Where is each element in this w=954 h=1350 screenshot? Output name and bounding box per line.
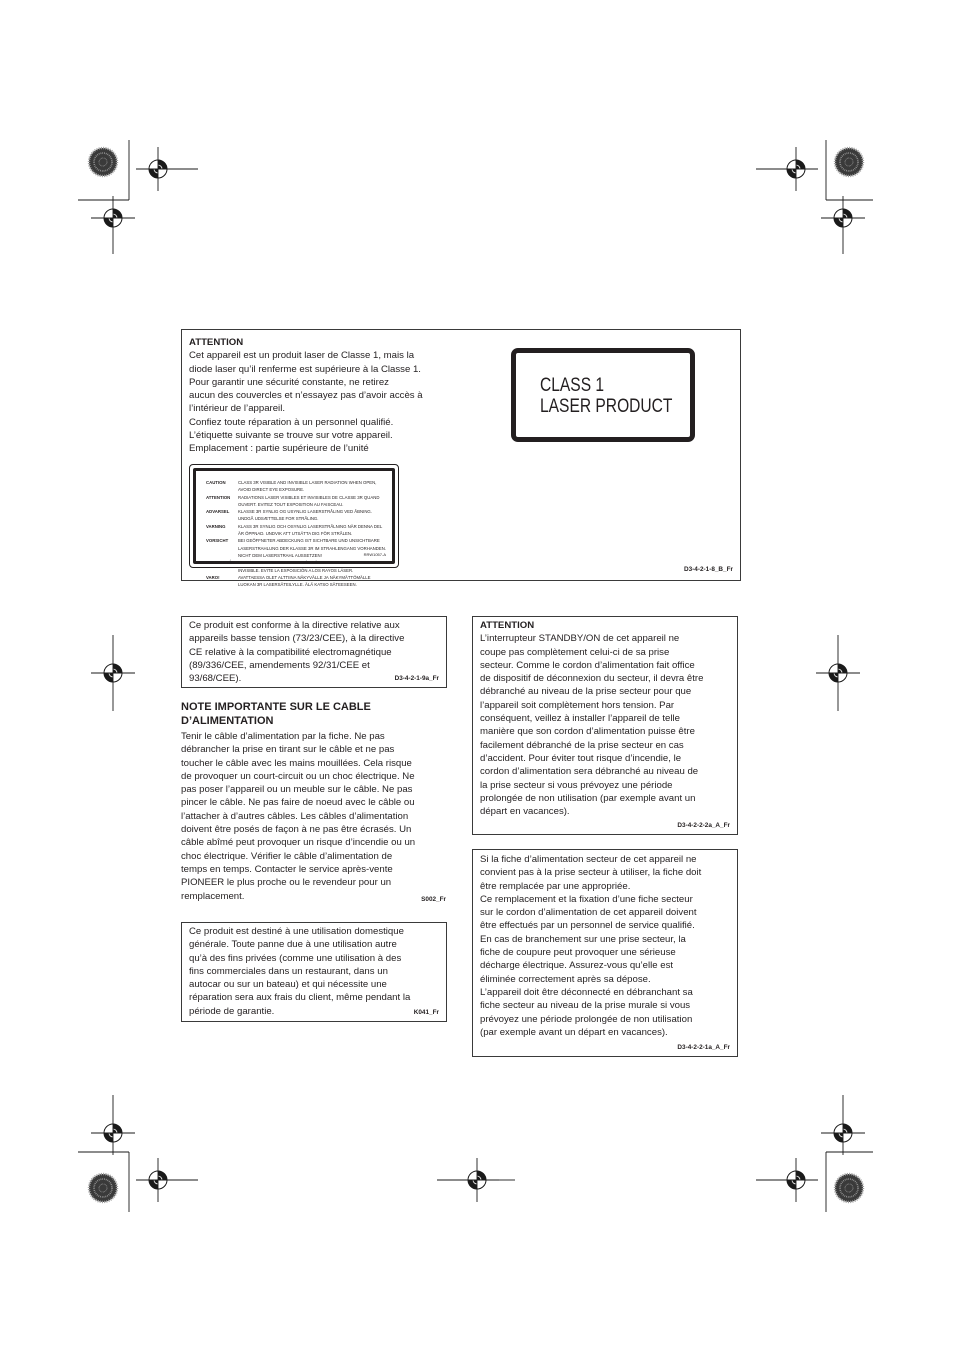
power-note-line: pas poser l’appareil ou un meuble sur le câble. Ne pas xyxy=(181,784,413,796)
power-note-line: pincer le câble. Ne pas faire de noeud avec le câble ou xyxy=(181,797,415,809)
attention-line: diode laser qu’il renferme est supérieure à la Classe 1. xyxy=(189,363,421,375)
standby-line: de dispositif de déconnexion du secteur, il devra être xyxy=(480,673,704,685)
domestic-code: K041_Fr xyxy=(413,1009,439,1016)
warning-label-ref: RRW1057-A xyxy=(363,552,386,557)
standby-line: cordon d’alimentation sera débranché au niveau de xyxy=(480,766,699,778)
standby-code: D3-4-2-2-2a_A_Fr xyxy=(677,822,730,829)
starburst-mark xyxy=(89,1174,117,1202)
warning-row-varo: VARO! AVATTAESSA OLET ALTTIINA NÄKYVÄLLE JA NÄKYMÄTTÖMÄLLE LUOKAN 3R LASERSÄTEILYLLE. ÄLÄ KATSO SÄTEESEEN. xyxy=(206,574,371,588)
domestic-line: générale. Toute panne due à une utilisation autre xyxy=(189,939,397,951)
standby-line: départ en vacances). xyxy=(480,806,570,818)
plug-line: convient pas à la prise secteur à utiliser, la fiche doit xyxy=(480,867,702,879)
plug-line: éliminée correctement après sa dépose. xyxy=(480,973,651,985)
directive-code: D3-4-2-1-9a_Fr xyxy=(394,675,439,682)
power-note-line: câble abîmé peut provoquer un risque d’incendie ou un xyxy=(181,837,416,849)
power-note-line: temps en temps. Contacter le service après-vente xyxy=(181,863,393,875)
plug-line: fiche de coupure peut provoquer une sérieuse xyxy=(480,947,676,959)
registration-target-mark xyxy=(136,147,180,191)
attention-line: Confiez toute réparation à un personnel qualifié. xyxy=(189,416,394,428)
plug-line: sur le cordon d’alimentation de cet appareil doivent xyxy=(480,907,697,919)
registration-target-mark xyxy=(91,651,135,695)
attention-line: aucun des couvercles et n’essayez pas d’avoir accès à xyxy=(189,390,423,402)
power-note-line: débrancher la prise en tirant sur le câble et ne pas xyxy=(181,744,395,756)
power-note-line: choc électrique. Vérifier le câble d’alimentation de xyxy=(181,850,393,862)
attention-heading: ATTENTION xyxy=(189,337,244,348)
class1-text: CLASS 1 xyxy=(540,375,605,396)
warning-row-varning: VARNING KLASS 3R SYNLIG OCH OSYNLIG LASERSTRÅLNING NÄR DENNA DEL ÄR ÖPPNAD. UNDVIK ATT UTSÄTTA DIG FÖR STRÅLEN. xyxy=(206,523,383,537)
directive-line: appareils basse tension (73/23/CEE), à la directive xyxy=(189,633,405,645)
power-note-line: Tenir le câble d’alimentation par la fiche. Ne pas xyxy=(181,731,385,742)
registration-target-mark xyxy=(774,1158,818,1202)
warning-row-vorsicht: VORSICHT BEI GEÖFFNETER ABDECKUNG IST SICHTBARE UND UNSICHTBARE LASERSTRAHLUNG DER KLASSE 3R IM STRAHLENGANG VORHANDEN. NICHT DEM LASERSTRAHL AUSSETZEN! xyxy=(206,538,387,558)
domestic-line: qu’à des fins privées (comme une utilisation à des xyxy=(189,952,402,964)
power-note-title: NOTE IMPORTANTE SUR LE CABLE D’ALIMENTATION xyxy=(181,701,371,727)
registration-target-mark xyxy=(774,147,818,191)
warning-row-advarsel: ADVARSEL KLASSE 3R SYNLIG OG USYNLIG LASERSTRÅLING VED ÅBNING. UNDGÅ UDSÆTTELSE FOR STRÅLING. xyxy=(206,509,372,522)
standby-line: L’interrupteur STANDBY/ON de cet appareil ne xyxy=(480,633,680,645)
standby-line: l’appareil soit complètement hors tension. Par xyxy=(480,699,675,711)
attention-line: L’étiquette suivante se trouve sur votre appareil. xyxy=(189,430,393,442)
standby-line: secteur. Comme le cordon d’alimentation fait office xyxy=(480,659,695,671)
domestic-line: réparation sera aux frais du client, même pendant la xyxy=(189,992,411,1004)
standby-attention-box xyxy=(472,616,738,835)
warning-row-attention: ATTENTION RADIATIONS LASER VISIBLES ET INVISIBLES DE CLASSE 3R QUAND OUVERT. EVITEZ TOUT EXPOSITION AU FAISCEAU. xyxy=(206,494,380,507)
standby-line: manière que son cordon d’alimentation puisse être xyxy=(480,726,695,738)
directive-line: (89/336/CEE, amendements 92/31/CEE et xyxy=(189,659,370,671)
starburst-mark xyxy=(835,148,863,176)
domestic-line: autocar ou sur un bateau) et qui nécessite une xyxy=(189,979,387,991)
plug-line: être remplacée par une appropriée. xyxy=(480,880,631,892)
attention-line: Emplacement : partie supérieure de l’unité xyxy=(189,443,369,455)
domestic-line: Ce produit est destiné à une utilisation domestique xyxy=(189,926,404,937)
standby-line: débranché au niveau de la prise secteur pour que xyxy=(480,686,692,698)
plug-line: En cas de branchement sur une prise secteur, la xyxy=(480,933,686,945)
plug-line: L’appareil doit être déconnecté en débranchant sa xyxy=(480,986,693,998)
registration-target-mark xyxy=(91,1111,135,1155)
standby-line: coupe pas complètement celui-ci de sa prise xyxy=(480,646,670,658)
plug-line: Ce remplacement et la fixation d’une fiche secteur xyxy=(480,893,693,905)
registration-target-mark xyxy=(821,1111,865,1155)
plug-code: D3-4-2-2-1a_A_Fr xyxy=(677,1044,730,1051)
registration-target-mark xyxy=(455,1158,499,1202)
standby-line: d’accident. Pour éviter tout risque d’incendie, le xyxy=(480,752,682,764)
registration-target-mark xyxy=(816,651,860,695)
standby-line: conséquent, veillez à installer l’appareil de telle xyxy=(480,713,680,725)
plug-line: être effectués par un personnel de service qualifié. xyxy=(480,920,695,932)
warning-row-precaucion: PRECAUCIÓN CUANDO SE ABRE HAY RADIACIÓN LÁSER DE CLASE 3R VISIBLE E INVISIBLE. EVITE LA EXPOSICIÓN A LOS RAYOS LÁSER. xyxy=(206,560,377,573)
standby-line: la prise secteur si vous prévoyez une période xyxy=(480,779,673,791)
power-note-line: de provoquer un court-circuit ou un choc électrique. Ne xyxy=(181,770,415,782)
laser-attention-box xyxy=(181,329,741,588)
power-cable-note xyxy=(181,701,447,903)
attention-line: l’intérieur de l’appareil. xyxy=(189,403,285,415)
standby-line: prolongée de non utilisation (par exemple avant un xyxy=(480,792,696,804)
registration-target-mark xyxy=(136,1158,180,1202)
power-note-line: PIONEER le plus proche ou le revendeur pour un xyxy=(181,877,392,889)
domestic-use-box xyxy=(181,922,447,1022)
directive-line: 93/68/CEE). xyxy=(189,673,242,685)
plug-line: décharge électrique. Assurez-vous qu’elle est xyxy=(480,960,674,972)
registration-target-mark xyxy=(91,196,135,240)
attention-code: D3-4-2-1-8_B_Fr xyxy=(683,566,733,573)
attention-line: Pour garantir une sécurité constante, ne retirez xyxy=(189,376,389,388)
plug-line: fiche secteur au niveau de la prise murale si vous xyxy=(480,1000,691,1012)
domestic-line: période de garantie. xyxy=(189,1005,275,1017)
registration-target-mark xyxy=(821,196,865,240)
plug-replacement-box xyxy=(472,849,738,1057)
power-note-line: toucher le câble avec les mains mouillées. Cela risque xyxy=(181,757,412,769)
directive-line: CE relative à la compatibilité electromagnétique xyxy=(189,646,392,658)
starburst-mark xyxy=(835,1174,863,1202)
plug-line: prévoyez une période prolongée de non utilisation xyxy=(480,1013,693,1025)
class1-laser-label xyxy=(511,348,695,442)
directive-line: Ce produit est conforme à la directive relative aux xyxy=(189,620,400,631)
warning-row-caution: CAUTION CLASS 3R VISIBLE AND INVISIBLE LASER RADIATION WHEN OPEN, AVOID DIRECT EYE EXPOSURE. xyxy=(206,480,377,493)
power-note-line: remplacement. xyxy=(181,890,245,902)
power-note-line: doivent être posés de façon à ne pas être écrasés. Un xyxy=(181,824,412,836)
plug-line: Si la fiche d’alimentation secteur de cet appareil ne xyxy=(480,854,697,865)
standby-line: facilement débranché de la prise secteur en cas xyxy=(480,739,684,751)
laser-product-text: LASER PRODUCT xyxy=(540,396,673,417)
starburst-mark xyxy=(89,148,117,176)
standby-heading: ATTENTION xyxy=(480,620,535,631)
power-note-code: S002_Fr xyxy=(421,895,446,903)
multilingual-warning-label xyxy=(189,464,399,588)
attention-line: Cet appareil est un produit laser de Classe 1, mais la xyxy=(189,350,415,362)
directive-box xyxy=(181,616,447,688)
plug-line: (par exemple avant un départ en vacances). xyxy=(480,1026,668,1038)
domestic-line: fins commerciales dans un restaurant, dans un xyxy=(189,965,388,977)
power-note-line: l’attacher à d’autres câbles. Les câbles d’alimentation xyxy=(181,810,409,822)
